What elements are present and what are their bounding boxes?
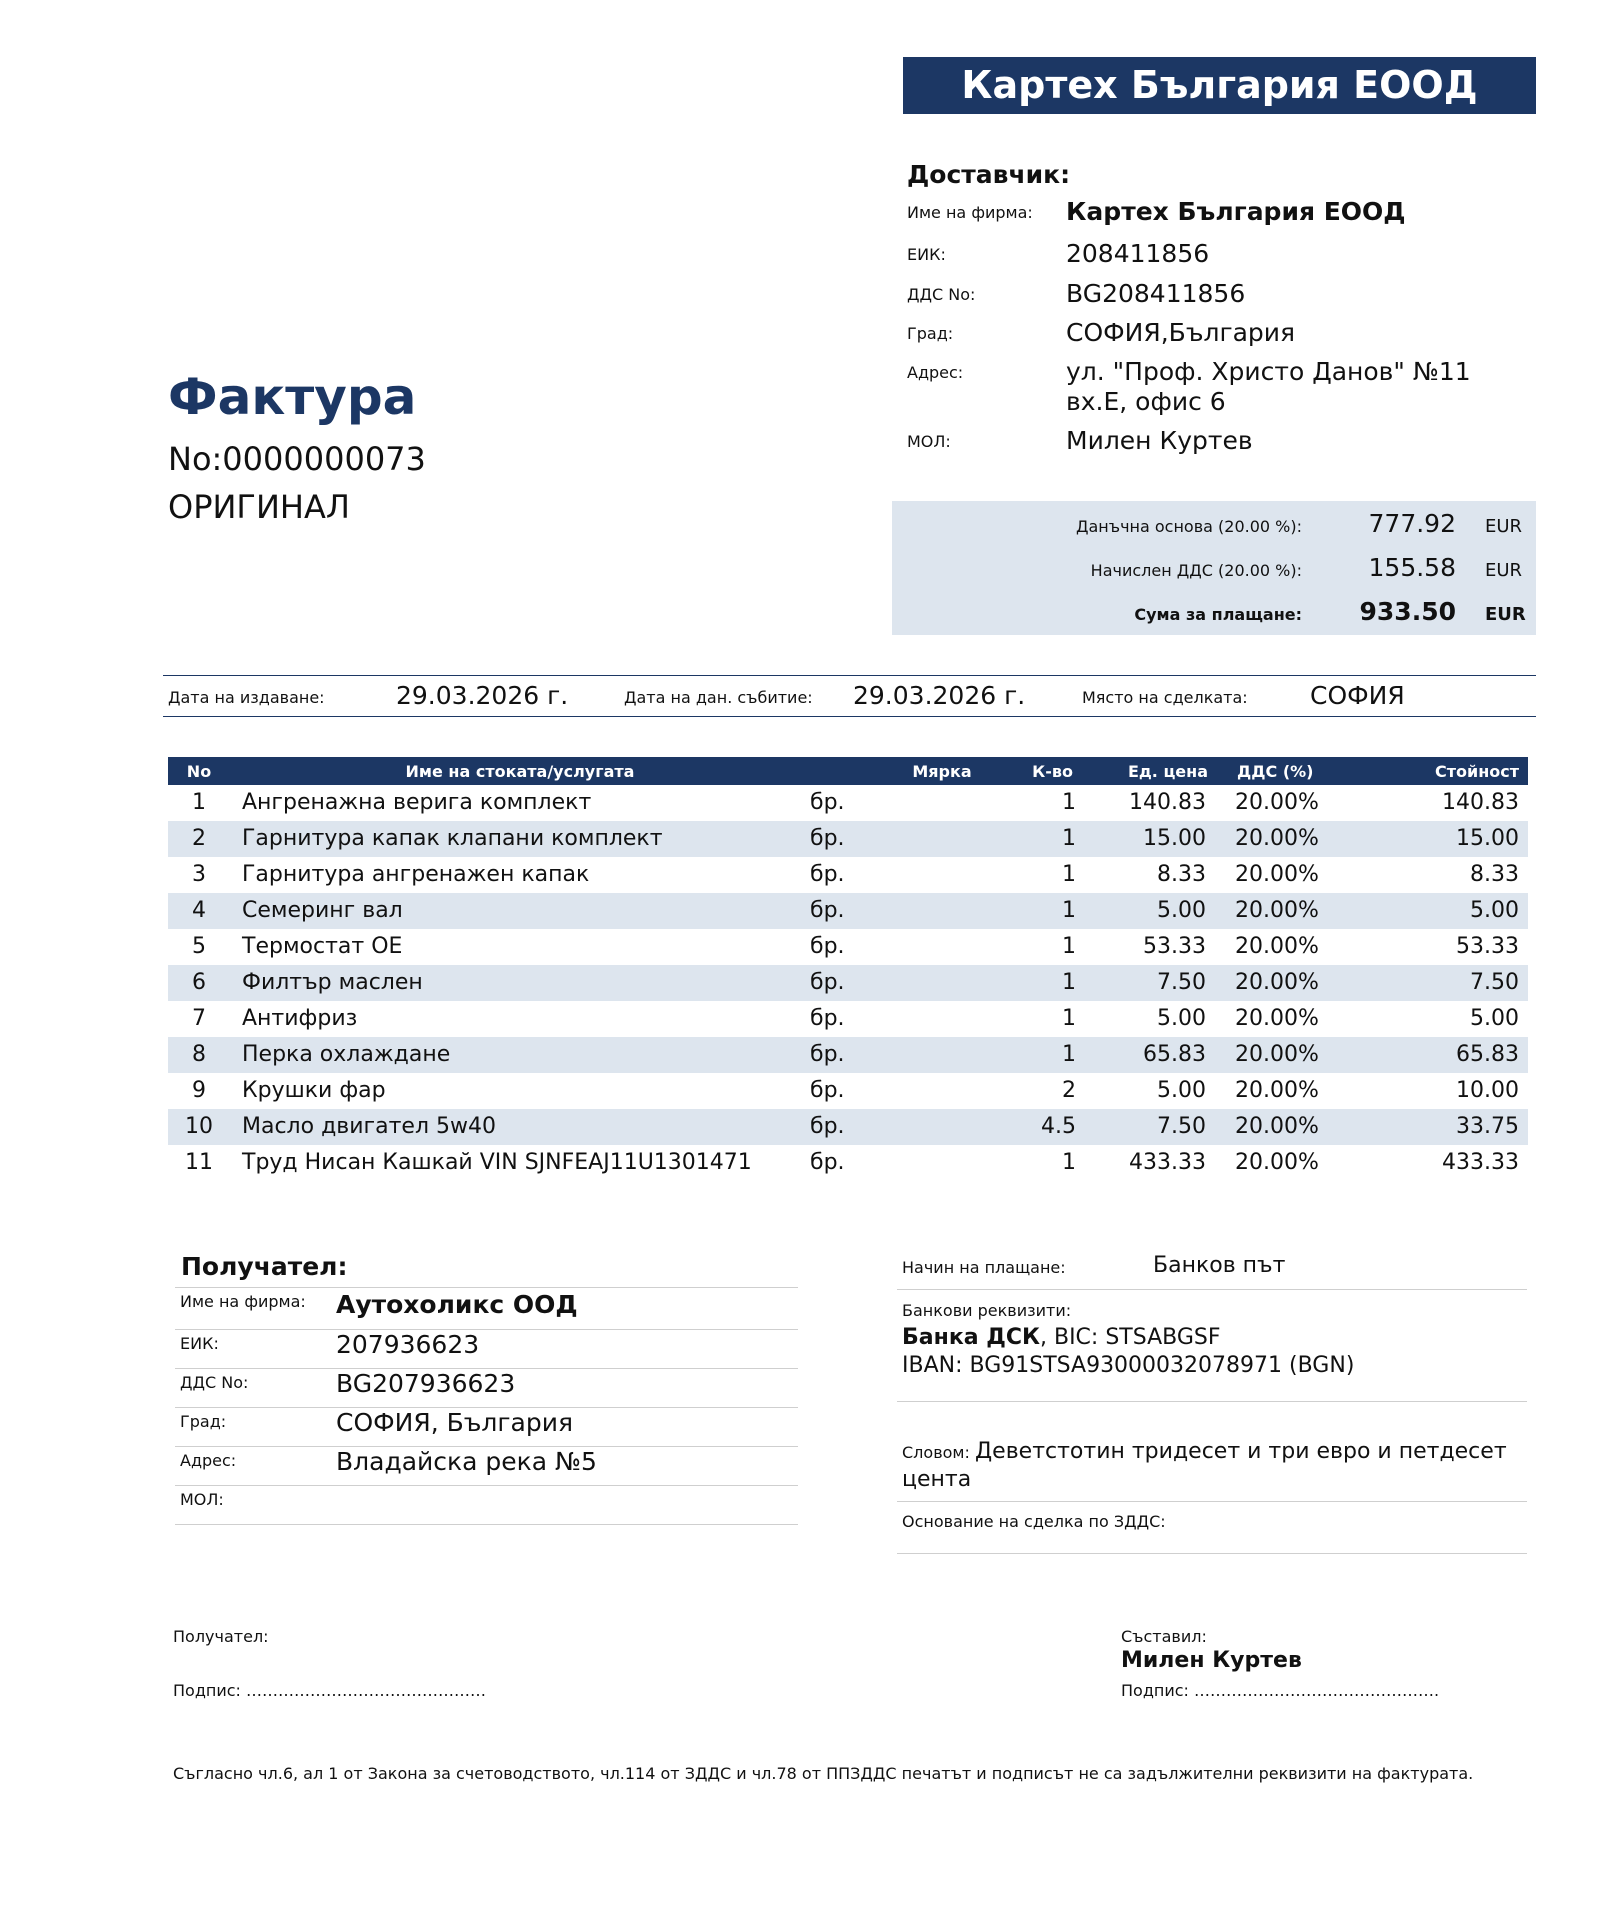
recipient-city-row bbox=[175, 1408, 798, 1447]
items-table-header bbox=[168, 757, 1528, 785]
cell-price: 7.50 bbox=[1157, 1114, 1206, 1139]
table-row bbox=[168, 929, 1528, 965]
signature-composer-name: Милен Куртев bbox=[1121, 1648, 1302, 1673]
cell-no: 9 bbox=[192, 1078, 206, 1103]
recipient-vat-value: BG207936623 bbox=[336, 1369, 516, 1398]
cell-total: 15.00 bbox=[1456, 826, 1519, 851]
supplier-address-value: ул. "Проф. Христо Данов" №11 вх.Е, офис 6 bbox=[1066, 357, 1471, 416]
cell-name: Перка охлаждане bbox=[242, 1042, 451, 1067]
supplier-eik-row bbox=[907, 239, 1536, 269]
cell-unit: бр. bbox=[810, 898, 845, 923]
cell-total: 5.00 bbox=[1470, 1006, 1519, 1031]
cell-price: 140.83 bbox=[1129, 790, 1206, 815]
cell-qty: 1 bbox=[1062, 898, 1076, 923]
cell-unit: бр. bbox=[810, 826, 845, 851]
vat-basis-label: Основание на сделка по ЗДДС: bbox=[902, 1512, 1166, 1531]
cell-unit: бр. bbox=[810, 1042, 845, 1067]
cell-vat: 20.00% bbox=[1235, 826, 1319, 851]
signature-composer-line: Подпис: ………………………………………. bbox=[1121, 1681, 1440, 1700]
col-header-qty: К-во bbox=[1032, 762, 1073, 781]
cell-total: 65.83 bbox=[1456, 1042, 1519, 1067]
recipient-address-value: Владайска река №5 bbox=[336, 1447, 597, 1476]
cell-unit: бр. bbox=[810, 934, 845, 959]
recipient-eik-value: 207936623 bbox=[336, 1330, 480, 1359]
supplier-banner: Картех България ЕООД bbox=[903, 57, 1536, 114]
cell-total: 5.00 bbox=[1470, 898, 1519, 923]
tax-base-value: 777.92 bbox=[1368, 509, 1456, 538]
tax-base-currency: EUR bbox=[1485, 516, 1523, 537]
bank-details-label: Банкови реквизити: bbox=[902, 1301, 1072, 1320]
supplier-mol-row bbox=[907, 426, 1536, 456]
issue-date-label: Дата на издаване: bbox=[168, 688, 325, 707]
deal-place-value: СОФИЯ bbox=[1310, 681, 1405, 710]
supplier-eik-value: 208411856 bbox=[1066, 239, 1210, 268]
recipient-eik-label: ЕИК: bbox=[180, 1334, 219, 1353]
bank-details-block bbox=[897, 1290, 1527, 1402]
vat-amount-value: 155.58 bbox=[1368, 553, 1456, 582]
recipient-company-row bbox=[175, 1288, 798, 1330]
col-header-total: Стойност bbox=[1434, 762, 1519, 781]
cell-qty: 1 bbox=[1062, 790, 1076, 815]
cell-price: 5.00 bbox=[1157, 1078, 1206, 1103]
cell-price: 5.00 bbox=[1157, 898, 1206, 923]
cell-price: 5.00 bbox=[1157, 1006, 1206, 1031]
recipient-address-row bbox=[175, 1447, 798, 1486]
cell-vat: 20.00% bbox=[1235, 934, 1319, 959]
cell-qty: 1 bbox=[1062, 1006, 1076, 1031]
cell-qty: 1 bbox=[1062, 1042, 1076, 1067]
cell-name: Филтър маслен bbox=[242, 970, 423, 995]
cell-no: 4 bbox=[192, 898, 206, 923]
col-header-price: Ед. цена bbox=[1127, 762, 1208, 781]
cell-vat: 20.00% bbox=[1235, 790, 1319, 815]
supplier-mol-value: Милен Куртев bbox=[1066, 426, 1253, 455]
amount-in-words-value: Деветстотин тридесет и три евро и петдесет цента bbox=[902, 1439, 1507, 1492]
supplier-city-label: Град: bbox=[907, 324, 954, 343]
cell-total: 8.33 bbox=[1470, 862, 1519, 887]
table-row bbox=[168, 965, 1528, 1001]
cell-qty: 1 bbox=[1062, 862, 1076, 887]
cell-name: Семеринг вал bbox=[242, 898, 403, 923]
legal-footnote: Съгласно чл.6, ал 1 от Закона за счетоводството, чл.114 от ЗДДС и чл.78 от ППЗДДС печатът и подписът не са задължителни реквизити на фактурата. bbox=[173, 1764, 1474, 1783]
cell-no: 10 bbox=[185, 1114, 213, 1139]
dates-strip bbox=[163, 675, 1536, 717]
cell-no: 11 bbox=[185, 1150, 213, 1175]
tax-base-label: Данъчна основа (20.00 %): bbox=[1076, 517, 1302, 536]
vat-amount-currency: EUR bbox=[1485, 560, 1523, 581]
col-header-vat: ДДС (%) bbox=[1237, 762, 1314, 781]
supplier-vat-value: BG208411856 bbox=[1066, 279, 1246, 308]
supplier-city-row bbox=[907, 318, 1536, 348]
payment-method-value: Банков път bbox=[1153, 1253, 1286, 1278]
supplier-address-row bbox=[907, 357, 1536, 417]
total-due-label: Сума за плащане: bbox=[1134, 605, 1302, 624]
cell-no: 2 bbox=[192, 826, 206, 851]
total-due-currency: EUR bbox=[1485, 604, 1526, 625]
bank-name: Банка ДСК bbox=[902, 1325, 1040, 1350]
cell-unit: бр. bbox=[810, 862, 845, 887]
cell-name: Масло двигател 5w40 bbox=[242, 1114, 496, 1139]
cell-vat: 20.00% bbox=[1235, 1114, 1319, 1139]
supplier-city-value: СОФИЯ,България bbox=[1066, 318, 1296, 347]
supplier-eik-label: ЕИК: bbox=[907, 245, 946, 264]
cell-unit: бр. bbox=[810, 1078, 845, 1103]
cell-qty: 1 bbox=[1062, 970, 1076, 995]
table-row bbox=[168, 1109, 1528, 1145]
recipient-vat-label: ДДС No: bbox=[180, 1373, 249, 1392]
total-due-row bbox=[892, 597, 1536, 627]
cell-price: 65.83 bbox=[1143, 1042, 1206, 1067]
cell-name: Антифриз bbox=[242, 1006, 358, 1031]
invoice-copy-type: ОРИГИНАЛ bbox=[168, 488, 350, 526]
recipient-company-value: Аутохоликс ООД bbox=[336, 1290, 578, 1319]
supplier-company-row bbox=[907, 197, 1536, 227]
cell-unit: бр. bbox=[810, 970, 845, 995]
cell-vat: 20.00% bbox=[1235, 1042, 1319, 1067]
totals-box bbox=[892, 501, 1536, 635]
cell-no: 7 bbox=[192, 1006, 206, 1031]
cell-no: 8 bbox=[192, 1042, 206, 1067]
cell-name: Труд Нисан Кашкай VIN SJNFEAJ11U1301471 bbox=[242, 1150, 752, 1175]
cell-total: 10.00 bbox=[1456, 1078, 1519, 1103]
payment-method-row bbox=[897, 1250, 1527, 1290]
cell-name: Крушки фар bbox=[242, 1078, 386, 1103]
tax-event-date-value: 29.03.2026 г. bbox=[853, 681, 1026, 710]
recipient-company-label: Име на фирма: bbox=[180, 1292, 306, 1311]
table-row bbox=[168, 785, 1528, 821]
supplier-vat-row bbox=[907, 279, 1536, 309]
vat-amount-row bbox=[892, 553, 1536, 583]
cell-price: 7.50 bbox=[1157, 970, 1206, 995]
deal-place-label: Място на сделката: bbox=[1082, 688, 1248, 707]
amount-in-words bbox=[902, 1438, 1522, 1494]
recipient-city-value: СОФИЯ, България bbox=[336, 1408, 574, 1437]
cell-unit: бр. bbox=[810, 1114, 845, 1139]
bank-bic: , BIC: STSABGSF bbox=[1039, 1325, 1221, 1350]
cell-price: 8.33 bbox=[1157, 862, 1206, 887]
table-row bbox=[168, 821, 1528, 857]
invoice-title: Фактура bbox=[168, 368, 417, 426]
cell-unit: бр. bbox=[810, 790, 845, 815]
invoice-number: No:0000000073 bbox=[168, 440, 426, 478]
payment-method-label: Начин на плащане: bbox=[902, 1258, 1066, 1277]
supplier-company-label: Име на фирма: bbox=[907, 203, 1033, 222]
recipient-address-label: Адрес: bbox=[180, 1451, 237, 1470]
cell-qty: 1 bbox=[1062, 826, 1076, 851]
cell-unit: бр. bbox=[810, 1150, 845, 1175]
recipient-city-label: Град: bbox=[180, 1412, 227, 1431]
tax-base-row bbox=[892, 509, 1536, 539]
recipient-heading: Получател: bbox=[181, 1252, 348, 1281]
cell-total: 433.33 bbox=[1442, 1150, 1519, 1175]
supplier-address-label: Адрес: bbox=[907, 363, 964, 382]
col-header-unit: Мярка bbox=[912, 762, 972, 781]
cell-vat: 20.00% bbox=[1235, 1078, 1319, 1103]
table-row bbox=[168, 1001, 1528, 1037]
cell-vat: 20.00% bbox=[1235, 898, 1319, 923]
cell-total: 33.75 bbox=[1456, 1114, 1519, 1139]
cell-price: 15.00 bbox=[1143, 826, 1206, 851]
amount-in-words-label: Словом: bbox=[902, 1443, 970, 1462]
col-header-no: No bbox=[186, 762, 212, 781]
cell-unit: бр. bbox=[810, 1006, 845, 1031]
cell-no: 3 bbox=[192, 862, 206, 887]
issue-date-value: 29.03.2026 г. bbox=[396, 681, 569, 710]
supplier-company-value: Картех България ЕООД bbox=[1066, 197, 1406, 226]
cell-name: Ангренажна верига комплект bbox=[242, 790, 592, 815]
cell-qty: 2 bbox=[1062, 1078, 1076, 1103]
cell-total: 53.33 bbox=[1456, 934, 1519, 959]
table-row bbox=[168, 1145, 1528, 1181]
col-header-name: Име на стоката/услугата bbox=[405, 762, 635, 781]
bank-iban: IBAN: BG91STSA93000032078971 (BGN) bbox=[902, 1353, 1355, 1378]
table-row bbox=[168, 857, 1528, 893]
tax-event-date-label: Дата на дан. събитие: bbox=[624, 688, 813, 707]
cell-name: Гарнитура ангренажен капак bbox=[242, 862, 590, 887]
cell-no: 5 bbox=[192, 934, 206, 959]
cell-vat: 20.00% bbox=[1235, 1150, 1319, 1175]
table-row bbox=[168, 893, 1528, 929]
cell-price: 433.33 bbox=[1129, 1150, 1206, 1175]
cell-name: Термостат ОЕ bbox=[242, 934, 403, 959]
table-row bbox=[168, 1073, 1528, 1109]
vat-amount-label: Начислен ДДС (20.00 %): bbox=[1090, 561, 1302, 580]
signature-recipient-label: Получател: bbox=[173, 1627, 269, 1646]
cell-price: 53.33 bbox=[1143, 934, 1206, 959]
amount-in-words-row bbox=[897, 1435, 1527, 1502]
supplier-mol-label: МОЛ: bbox=[907, 432, 951, 451]
cell-name: Гарнитура капак клапани комплект bbox=[242, 826, 663, 851]
signature-composer-label: Съставил: bbox=[1121, 1627, 1207, 1646]
bank-name-line bbox=[902, 1325, 1221, 1350]
cell-qty: 1 bbox=[1062, 1150, 1076, 1175]
cell-total: 7.50 bbox=[1470, 970, 1519, 995]
vat-basis-row bbox=[897, 1502, 1527, 1554]
total-due-value: 933.50 bbox=[1359, 597, 1456, 626]
items-table-body bbox=[168, 785, 1528, 1181]
table-row bbox=[168, 1037, 1528, 1073]
cell-vat: 20.00% bbox=[1235, 970, 1319, 995]
supplier-vat-label: ДДС No: bbox=[907, 285, 976, 304]
cell-no: 6 bbox=[192, 970, 206, 995]
cell-vat: 20.00% bbox=[1235, 1006, 1319, 1031]
supplier-heading: Доставчик: bbox=[907, 160, 1071, 189]
cell-total: 140.83 bbox=[1442, 790, 1519, 815]
recipient-mol-row bbox=[175, 1486, 798, 1525]
recipient-mol-label: МОЛ: bbox=[180, 1490, 224, 1509]
recipient-vat-row bbox=[175, 1369, 798, 1408]
items-table bbox=[168, 757, 1528, 1181]
signature-recipient-line: Подпис: ……………………………………… bbox=[173, 1681, 487, 1700]
cell-vat: 20.00% bbox=[1235, 862, 1319, 887]
recipient-eik-row bbox=[175, 1330, 798, 1369]
cell-qty: 4.5 bbox=[1041, 1114, 1076, 1139]
cell-qty: 1 bbox=[1062, 934, 1076, 959]
cell-no: 1 bbox=[192, 790, 206, 815]
